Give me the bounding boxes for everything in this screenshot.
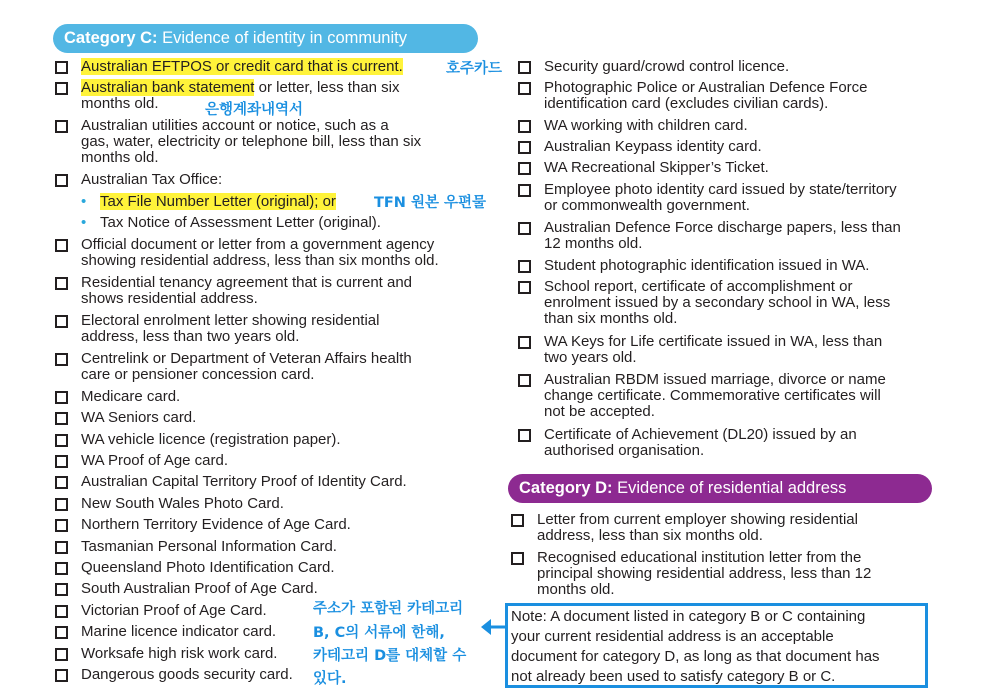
checkbox-icon: [55, 562, 68, 575]
item-text: Australian bank statement: [81, 79, 255, 96]
item-text: address, less than six months old.: [537, 527, 763, 544]
checkbox-icon: [55, 434, 68, 447]
checkbox-icon: [55, 648, 68, 661]
item-text: shows residential address.: [81, 290, 258, 307]
item-text: WA vehicle licence (registration paper).: [81, 431, 341, 448]
item-text: months old.: [81, 95, 159, 112]
checkbox-icon: [55, 669, 68, 682]
checkbox-icon: [518, 429, 531, 442]
list-item: [81, 453, 228, 469]
list-item: [537, 550, 871, 598]
list-item: [81, 59, 403, 75]
item-text: Security guard/crowd control licence.: [544, 58, 790, 75]
list-item: [81, 410, 196, 426]
annotation-note-line: B, C의 서류에 한해,: [313, 625, 445, 641]
item-text: Dangerous goods security card.: [81, 666, 293, 683]
category-d-header: [508, 474, 932, 503]
list-item: [537, 512, 858, 544]
list-item: [544, 334, 882, 366]
item-text: Queensland Photo Identification Card.: [81, 559, 335, 576]
list-item: [544, 160, 769, 176]
item-text: Australian Defence Force discharge papers, less than: [544, 219, 901, 236]
item-text: Residential tenancy agreement that is current and: [81, 274, 413, 291]
list-item: [544, 59, 789, 75]
checkbox-icon: [518, 336, 531, 349]
checkbox-icon: [518, 82, 531, 95]
checkbox-icon: [55, 605, 68, 618]
sub-list-item: [81, 214, 381, 231]
checkbox-icon: [55, 239, 68, 252]
item-text: South Australian Proof of Age Card.: [81, 580, 318, 597]
checkbox-icon: [511, 552, 524, 565]
list-item: [81, 351, 412, 383]
item-text: Northern Territory Evidence of Age Card.: [81, 516, 351, 533]
checkbox-icon: [55, 455, 68, 468]
item-text: care or pensioner concession card.: [81, 366, 315, 383]
item-text: principal showing residential address, less than 12: [537, 565, 872, 582]
list-item: [544, 80, 868, 112]
category-c-label: Category C:: [64, 29, 158, 47]
category-d-label: Category D:: [519, 479, 613, 497]
item-text: Employee photo identity card issued by state/territory: [544, 181, 897, 198]
item-text: Certificate of Achievement (DL20) issued by an: [544, 426, 857, 443]
note-text: Note: A document listed in category B or C containing: [511, 608, 866, 625]
list-item: [81, 667, 293, 683]
item-text: Australian Keypass identity card.: [544, 138, 762, 155]
checkbox-icon: [55, 82, 68, 95]
item-text: Official document or letter from a government agency: [81, 236, 435, 253]
checkbox-icon: [55, 541, 68, 554]
checkbox-icon: [55, 315, 68, 328]
bullet-icon: •: [81, 193, 87, 210]
item-text: Letter from current employer showing residential: [537, 511, 858, 528]
list-item: [81, 560, 335, 576]
list-item: [81, 517, 351, 533]
item-text: Australian Capital Territory Proof of Identity Card.: [81, 473, 407, 490]
list-item: [81, 624, 276, 640]
list-item: [81, 313, 379, 345]
list-item: [81, 603, 267, 619]
item-text: School report, certificate of accomplishment or: [544, 278, 853, 295]
item-text: Marine licence indicator card.: [81, 623, 277, 640]
list-item: [544, 118, 748, 134]
item-text: than six months old.: [544, 310, 678, 327]
checkbox-icon: [55, 519, 68, 532]
category-c-header: [53, 24, 478, 53]
item-text: Worksafe high risk work card.: [81, 645, 278, 662]
checkbox-icon: [55, 626, 68, 639]
checkbox-icon: [518, 141, 531, 154]
list-item: [81, 172, 222, 188]
bullet-icon: •: [81, 214, 87, 231]
checkbox-icon: [55, 277, 68, 290]
item-text: Australian Tax Office:: [81, 171, 223, 188]
item-text: WA Recreational Skipper’s Ticket.: [544, 159, 769, 176]
note-box: [505, 603, 928, 688]
note-text: not already been used to satisfy category B or C.: [511, 668, 836, 685]
item-text: two years old.: [544, 349, 637, 366]
annotation-note-line: 있다.: [313, 671, 347, 687]
annotation-eftpos: 호주카드: [446, 61, 503, 77]
list-item: [81, 646, 277, 662]
item-text: Australian EFTPOS or credit card that is current.: [81, 58, 403, 75]
list-item: [81, 474, 407, 490]
checkbox-icon: [55, 412, 68, 425]
item-text: Electoral enrolment letter showing residential: [81, 312, 380, 329]
checkbox-icon: [55, 391, 68, 404]
item-text: 12 months old.: [544, 235, 643, 252]
list-item: [81, 275, 412, 307]
item-text: Tasmanian Personal Information Card.: [81, 538, 337, 555]
item-text: months old.: [537, 581, 615, 598]
checkbox-icon: [55, 498, 68, 511]
item-text: Tax File Number Letter (original); or: [100, 193, 336, 210]
item-text: months old.: [81, 149, 159, 166]
list-item: [544, 182, 897, 214]
item-text: Victorian Proof of Age Card.: [81, 602, 267, 619]
arrow-left-icon: [480, 616, 506, 638]
checkbox-icon: [511, 514, 524, 527]
checkbox-icon: [518, 222, 531, 235]
item-text: New South Wales Photo Card.: [81, 495, 284, 512]
checkbox-icon: [518, 61, 531, 74]
list-item: [544, 139, 762, 155]
item-text: enrolment issued by a secondary school in WA, less: [544, 294, 891, 311]
list-item: [81, 389, 180, 405]
checkbox-icon: [518, 184, 531, 197]
list-item: [81, 237, 439, 269]
checkbox-icon: [55, 174, 68, 187]
note-text: your current residential address is an acceptable: [511, 628, 834, 645]
item-text: WA Keys for Life certificate issued in WA, less than: [544, 333, 883, 350]
list-item: [81, 581, 318, 597]
checkbox-icon: [55, 120, 68, 133]
category-c-title: Evidence of identity in community: [157, 29, 407, 47]
checkbox-icon: [518, 281, 531, 294]
list-item: [544, 372, 886, 420]
item-text: or commonwealth government.: [544, 197, 750, 214]
annotation-tfn: TFN 원본 우편물: [374, 195, 487, 211]
item-text: Medicare card.: [81, 388, 181, 405]
checkbox-icon: [518, 120, 531, 133]
item-text: or letter, less than six: [254, 79, 400, 96]
checkbox-icon: [55, 476, 68, 489]
list-item: [544, 258, 869, 274]
item-text: Recognised educational institution letter from the: [537, 549, 862, 566]
item-text: authorised organisation.: [544, 442, 705, 459]
list-item: [81, 432, 341, 448]
item-text: not be accepted.: [544, 403, 655, 420]
annotation-note-line: 카테고리 D를 대체할 수: [313, 648, 467, 664]
item-text: gas, water, electricity or telephone bill, less than six: [81, 133, 422, 150]
item-text: WA Proof of Age card.: [81, 452, 229, 469]
checkbox-icon: [55, 61, 68, 74]
item-text: showing residential address, less than six months old.: [81, 252, 439, 269]
checkbox-icon: [518, 374, 531, 387]
annotation-note-line: 주소가 포함된 카테고리: [313, 601, 464, 617]
item-text: WA working with children card.: [544, 117, 748, 134]
note-text: document for category D, as long as that document has: [511, 648, 880, 665]
checkbox-icon: [55, 583, 68, 596]
item-text: WA Seniors card.: [81, 409, 197, 426]
item-text: address, less than two years old.: [81, 328, 300, 345]
checkbox-icon: [55, 353, 68, 366]
list-item: [81, 539, 337, 555]
sub-list-item: [81, 193, 336, 210]
item-text: change certificate. Commemorative certificates will: [544, 387, 881, 404]
list-item: [544, 279, 890, 327]
checkbox-icon: [518, 162, 531, 175]
list-item: [81, 496, 284, 512]
item-text: Australian utilities account or notice, such as a: [81, 117, 389, 134]
item-text: Photographic Police or Australian Defence Force: [544, 79, 868, 96]
checkbox-icon: [518, 260, 531, 273]
list-item: [81, 118, 421, 166]
category-d-title: Evidence of residential address: [612, 479, 847, 497]
item-text: identification card (excludes civilian cards).: [544, 95, 829, 112]
list-item: [544, 220, 901, 252]
item-text: Centrelink or Department of Veteran Affairs health: [81, 350, 412, 367]
item-text: Student photographic identification issued in WA.: [544, 257, 870, 274]
list-item: [544, 427, 857, 459]
item-text: Australian RBDM issued marriage, divorce or name: [544, 371, 886, 388]
annotation-bank: 은행계좌내역서: [205, 102, 304, 118]
item-text: Tax Notice of Assessment Letter (original).: [100, 214, 381, 231]
